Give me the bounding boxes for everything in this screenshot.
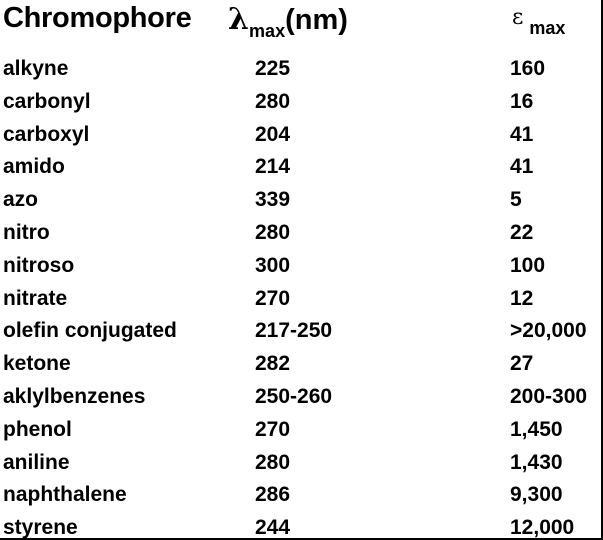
table-row xyxy=(0,383,603,416)
table-row xyxy=(0,449,603,482)
header-chromophore: Chromophore xyxy=(3,2,192,34)
lambda-unit: (nm) xyxy=(285,4,348,36)
table-row xyxy=(0,317,603,350)
lambda-max-cell: 250-260 xyxy=(255,384,333,408)
lambda-max-cell: 225 xyxy=(255,57,291,80)
lambda-max-cell: 270 xyxy=(255,286,291,310)
lambda-max-cell: 270 xyxy=(255,417,291,441)
table-row xyxy=(0,481,603,514)
table-row xyxy=(0,219,603,252)
table-row xyxy=(0,285,603,318)
epsilon-max-cell: 12,000 xyxy=(510,516,575,540)
epsilon-max-cell: 160 xyxy=(510,57,546,80)
table-row xyxy=(0,514,603,540)
epsilon-max-cell: 12 xyxy=(510,286,534,310)
epsilon-max-cell: 9,300 xyxy=(510,483,563,507)
lambda-max-cell: 300 xyxy=(255,253,291,277)
epsilon-max-cell: 1,430 xyxy=(510,450,563,474)
chromophore-name-cell: nitro xyxy=(3,220,50,244)
chromophore-name-cell: styrene xyxy=(3,516,78,540)
epsilon-max-cell: 41 xyxy=(510,122,534,146)
chromophore-name-cell: aniline xyxy=(3,450,70,474)
chromophore-name-cell: carbonyl xyxy=(3,89,91,113)
lambda-subscript: max xyxy=(249,21,286,41)
lambda-max-cell: 286 xyxy=(255,483,291,507)
lambda-max-cell: 217-250 xyxy=(255,319,333,343)
epsilon-max-cell: 41 xyxy=(510,155,534,179)
chromophore-name-cell: ketone xyxy=(3,352,71,376)
table-row xyxy=(0,55,603,88)
lambda-max-cell: 204 xyxy=(255,122,291,146)
table-row xyxy=(0,121,603,154)
epsilon-max-cell: 200-300 xyxy=(510,384,588,408)
epsilon-max-cell: 27 xyxy=(510,352,534,376)
chromophore-name-cell: naphthalene xyxy=(3,483,127,507)
epsilon-max-cell: >20,000 xyxy=(510,319,587,343)
header-epsilon-max xyxy=(512,4,566,38)
epsilon-max-cell: 1,450 xyxy=(510,417,563,441)
table-row xyxy=(0,88,603,121)
lambda-max-cell: 280 xyxy=(255,89,291,113)
chromophore-name-cell: phenol xyxy=(3,417,72,441)
chromophore-name-cell: nitroso xyxy=(3,253,75,277)
chromophore-name-cell: amido xyxy=(3,155,65,179)
epsilon-max-cell: 22 xyxy=(510,220,534,244)
table-row xyxy=(0,416,603,449)
table-row xyxy=(0,153,603,186)
chromophore-name-cell: aklylbenzenes xyxy=(3,384,146,408)
header-lambda-max xyxy=(228,2,348,41)
lambda-max-cell: 280 xyxy=(255,450,291,474)
epsilon-max-cell: 5 xyxy=(510,188,522,212)
chromophore-name-cell: nitrate xyxy=(3,286,68,310)
lambda-max-cell: 339 xyxy=(255,188,291,212)
table-row xyxy=(0,350,603,383)
epsilon-max-cell: 100 xyxy=(510,253,546,277)
chromophore-name-cell: azo xyxy=(3,188,39,212)
chromophore-name-cell: olefin conjugated xyxy=(3,319,177,343)
table-body xyxy=(0,55,603,540)
lambda-max-cell: 244 xyxy=(255,516,291,540)
epsilon-subscript: max xyxy=(529,18,566,38)
lambda-max-cell: 280 xyxy=(255,220,291,244)
table-row xyxy=(0,186,603,219)
table-row xyxy=(0,252,603,285)
chromophore-name-cell: carboxyl xyxy=(3,122,90,146)
table-header xyxy=(0,0,603,50)
chromophore-name-cell: alkyne xyxy=(3,57,69,80)
lambda-max-cell: 282 xyxy=(255,352,291,376)
epsilon-max-cell: 16 xyxy=(510,89,534,113)
lambda-symbol: λ xyxy=(228,2,250,37)
epsilon-symbol: ε xyxy=(512,5,524,30)
lambda-max-cell: 214 xyxy=(255,155,291,179)
